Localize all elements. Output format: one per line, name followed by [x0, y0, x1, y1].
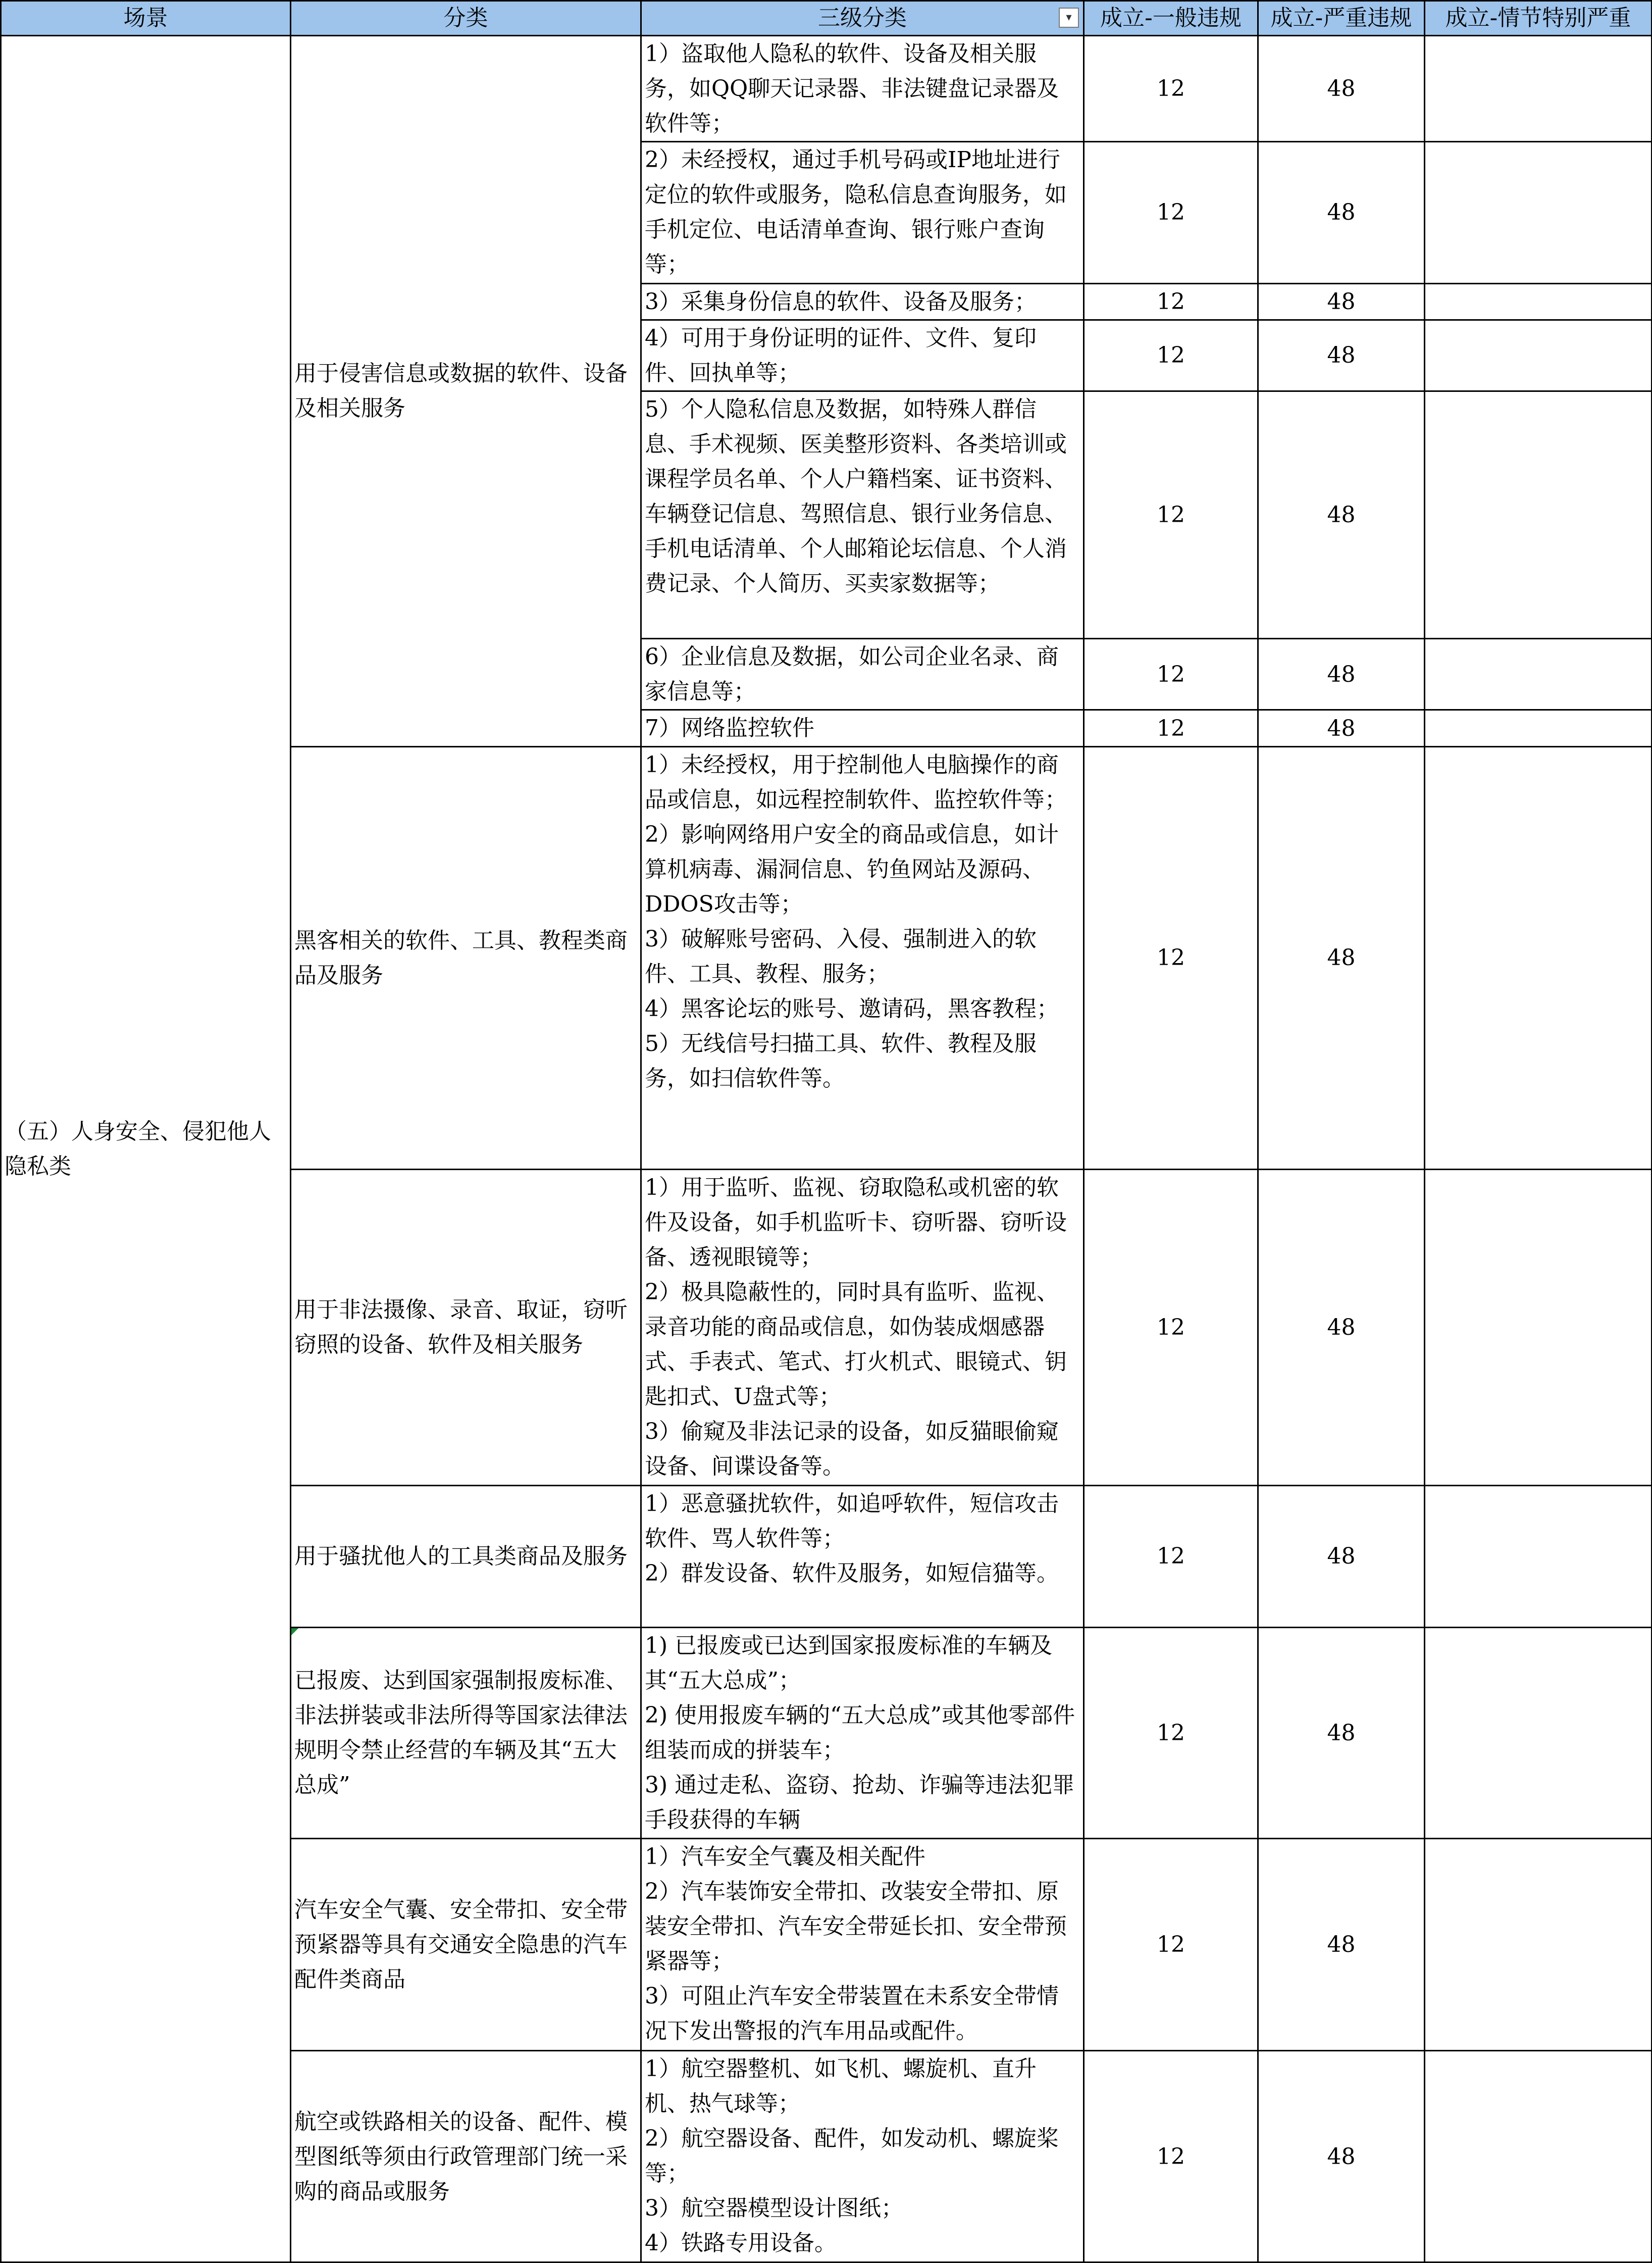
general-cell[interactable]: 12	[1084, 391, 1258, 639]
especially-cell[interactable]	[1425, 1627, 1652, 1838]
header-subcategory[interactable]	[641, 1, 1084, 36]
subcategory-cell[interactable]	[641, 1486, 1084, 1627]
subcategory-line: 3）航空器模型设计图纸；	[645, 2195, 903, 2222]
especially-cell[interactable]	[1425, 639, 1652, 710]
subcategory-line: 2）航空器设备、配件，如发动机、螺旋桨等；	[645, 2126, 1059, 2187]
subcategory-cell[interactable]: 7）网络监控软件	[641, 710, 1084, 746]
subcategory-line: 4）铁路专用设备。	[645, 2230, 837, 2256]
filter-dropdown-icon[interactable]: ▾	[1059, 8, 1079, 28]
general-cell[interactable]: 12	[1084, 1169, 1258, 1486]
general-cell[interactable]: 12	[1084, 1627, 1258, 1838]
general-cell[interactable]: 12	[1084, 746, 1258, 1169]
serious-cell[interactable]: 48	[1258, 710, 1425, 746]
general-cell[interactable]: 12	[1084, 710, 1258, 746]
category-cell[interactable]: 用于骚扰他人的工具类商品及服务	[291, 1486, 641, 1627]
category-cell[interactable]: 用于非法摄像、录音、取证，窃听窃照的设备、软件及相关服务	[291, 1169, 641, 1486]
serious-cell[interactable]: 48	[1258, 1838, 1425, 2050]
general-cell[interactable]: 12	[1084, 142, 1258, 283]
especially-cell[interactable]	[1425, 320, 1652, 391]
serious-cell[interactable]: 48	[1258, 1627, 1425, 1838]
general-cell[interactable]: 12	[1084, 320, 1258, 391]
subcategory-line: 5）无线信号扫描工具、软件、教程及服务，如扫信软件等。	[645, 1030, 1037, 1091]
serious-cell[interactable]: 48	[1258, 320, 1425, 391]
especially-cell[interactable]	[1425, 142, 1652, 283]
scene-cell[interactable]: （五）人身安全、侵犯他人隐私类	[1, 36, 291, 2262]
header-especially[interactable]: 成立-情节特别严重	[1425, 1, 1652, 36]
category-cell[interactable]	[291, 1627, 641, 1838]
subcategory-cell[interactable]	[641, 1169, 1084, 1486]
especially-cell[interactable]	[1425, 1486, 1652, 1627]
subcategory-line: 2) 使用报废车辆的“五大总成”或其他零部件组装而成的拼装车；	[645, 1702, 1075, 1763]
serious-cell[interactable]: 48	[1258, 391, 1425, 639]
subcategory-line: 3）破解账号密码、入侵、强制进入的软件、工具、教程、服务；	[645, 926, 1037, 987]
general-cell[interactable]: 12	[1084, 1838, 1258, 2050]
serious-cell[interactable]: 48	[1258, 1169, 1425, 1486]
subcategory-line: 2）群发设备、软件及服务，如短信猫等。	[645, 1561, 1059, 1587]
subcategory-line: 1) 已报废或已达到国家报废标准的车辆及其“五大总成”；	[645, 1632, 1053, 1693]
especially-cell[interactable]	[1425, 391, 1652, 639]
header-category[interactable]: 分类	[291, 1, 641, 36]
comment-marker-icon	[291, 1628, 298, 1635]
header-general[interactable]: 成立-一般违规	[1084, 1, 1258, 36]
subcategory-cell[interactable]	[641, 1627, 1084, 1838]
category-cell[interactable]: 汽车安全气囊、安全带扣、安全带预紧器等具有交通安全隐患的汽车配件类商品	[291, 1838, 641, 2050]
serious-cell[interactable]: 48	[1258, 746, 1425, 1169]
subcategory-cell[interactable]	[641, 1838, 1084, 2050]
serious-cell[interactable]: 48	[1258, 2051, 1425, 2262]
subcategory-line: 1）用于监听、监视、窃取隐私或机密的软件及设备，如手机监听卡、窃听器、窃听设备、透视眼镜等；	[645, 1174, 1067, 1270]
category-cell[interactable]: 黑客相关的软件、工具、教程类商品及服务	[291, 746, 641, 1169]
subcategory-cell[interactable]: 3）采集身份信息的软件、设备及服务；	[641, 283, 1084, 320]
especially-cell[interactable]	[1425, 36, 1652, 142]
category-cell[interactable]: 航空或铁路相关的设备、配件、模型图纸等须由行政管理部门统一采购的商品或服务	[291, 2051, 641, 2262]
header-scene[interactable]: 场景	[1, 1, 291, 36]
serious-cell[interactable]: 48	[1258, 283, 1425, 320]
header-subcategory-label: 三级分类	[818, 5, 907, 31]
subcategory-cell[interactable]: 5）个人隐私信息及数据，如特殊人群信息、手术视频、医美整形资料、各类培训或课程学员名单、个人户籍档案、证书资料、车辆登记信息、驾照信息、银行业务信息、手机电话清单、个人邮箱论坛信息、个人消费记录、个人简历、买卖家数据等；	[641, 391, 1084, 639]
subcategory-line: 1）航空器整机、如飞机、螺旋机、直升机、热气球等；	[645, 2056, 1037, 2117]
subcategory-cell[interactable]	[641, 2051, 1084, 2262]
general-cell[interactable]: 12	[1084, 283, 1258, 320]
subcategory-line: 4）黑客论坛的账号、邀请码，黑客教程；	[645, 995, 1059, 1022]
subcategory-cell[interactable]: 2）未经授权，通过手机号码或IP地址进行定位的软件或服务，隐私信息查询服务，如手机定位、电话清单查询、银行账户查询等；	[641, 142, 1084, 283]
serious-cell[interactable]: 48	[1258, 36, 1425, 142]
general-cell[interactable]: 12	[1084, 639, 1258, 710]
general-cell[interactable]: 12	[1084, 1486, 1258, 1627]
subcategory-cell[interactable]: 4）可用于身份证明的证件、文件、复印件、回执单等；	[641, 320, 1084, 391]
subcategory-line: 2）极具隐蔽性的，同时具有监听、监视、录音功能的商品或信息，如伪装成烟感器式、手表式、笔式、打火机式、眼镜式、钥匙扣式、U盘式等；	[645, 1279, 1067, 1410]
subcategory-cell[interactable]: 6）企业信息及数据，如公司企业名录、商家信息等；	[641, 639, 1084, 710]
subcategory-line: 1）未经授权，用于控制他人电脑操作的商品或信息，如远程控制软件、监控软件等；	[645, 751, 1067, 813]
subcategory-cell[interactable]	[641, 746, 1084, 1169]
serious-cell[interactable]: 48	[1258, 1486, 1425, 1627]
subcategory-line: 1）汽车安全气囊及相关配件	[645, 1843, 925, 1870]
especially-cell[interactable]	[1425, 710, 1652, 746]
table-row	[1, 36, 1652, 142]
subcategory-line: 3）偷窥及非法记录的设备，如反猫眼偷窥设备、间谍设备等。	[645, 1418, 1059, 1479]
subcategory-line: 3）可阻止汽车安全带装置在未系安全带情况下发出警报的汽车用品或配件。	[645, 1983, 1059, 2044]
especially-cell[interactable]	[1425, 2051, 1652, 2262]
header-row	[1, 1, 1652, 36]
subcategory-cell[interactable]: 1）盗取他人隐私的软件、设备及相关服务，如QQ聊天记录器、非法键盘记录器及软件等；	[641, 36, 1084, 142]
subcategory-line: 1）恶意骚扰软件，如追呼软件，短信攻击软件、骂人软件等；	[645, 1491, 1059, 1552]
subcategory-line: 3) 通过走私、盗窃、抢劫、诈骗等违法犯罪手段获得的车辆	[645, 1772, 1075, 1833]
general-cell[interactable]: 12	[1084, 2051, 1258, 2262]
especially-cell[interactable]	[1425, 283, 1652, 320]
category-cell[interactable]: 用于侵害信息或数据的软件、设备及相关服务	[291, 36, 641, 747]
especially-cell[interactable]	[1425, 746, 1652, 1169]
header-serious[interactable]: 成立-严重违规	[1258, 1, 1425, 36]
general-cell[interactable]: 12	[1084, 36, 1258, 142]
serious-cell[interactable]: 48	[1258, 142, 1425, 283]
serious-cell[interactable]: 48	[1258, 639, 1425, 710]
subcategory-line: 2）影响网络用户安全的商品或信息，如计算机病毒、漏洞信息、钓鱼网站及源码、DDOS攻击等；	[645, 821, 1059, 917]
subcategory-line: 2）汽车装饰安全带扣、改装安全带扣、原装安全带扣、汽车安全带延长扣、安全带预紧器等；	[645, 1878, 1067, 1974]
especially-cell[interactable]	[1425, 1169, 1652, 1486]
especially-cell[interactable]	[1425, 1838, 1652, 2050]
category-label: 已报废、达到国家强制报废标准、非法拼装或非法所得等国家法律法规明令禁止经营的车辆及其“五大总成”	[294, 1668, 628, 1798]
